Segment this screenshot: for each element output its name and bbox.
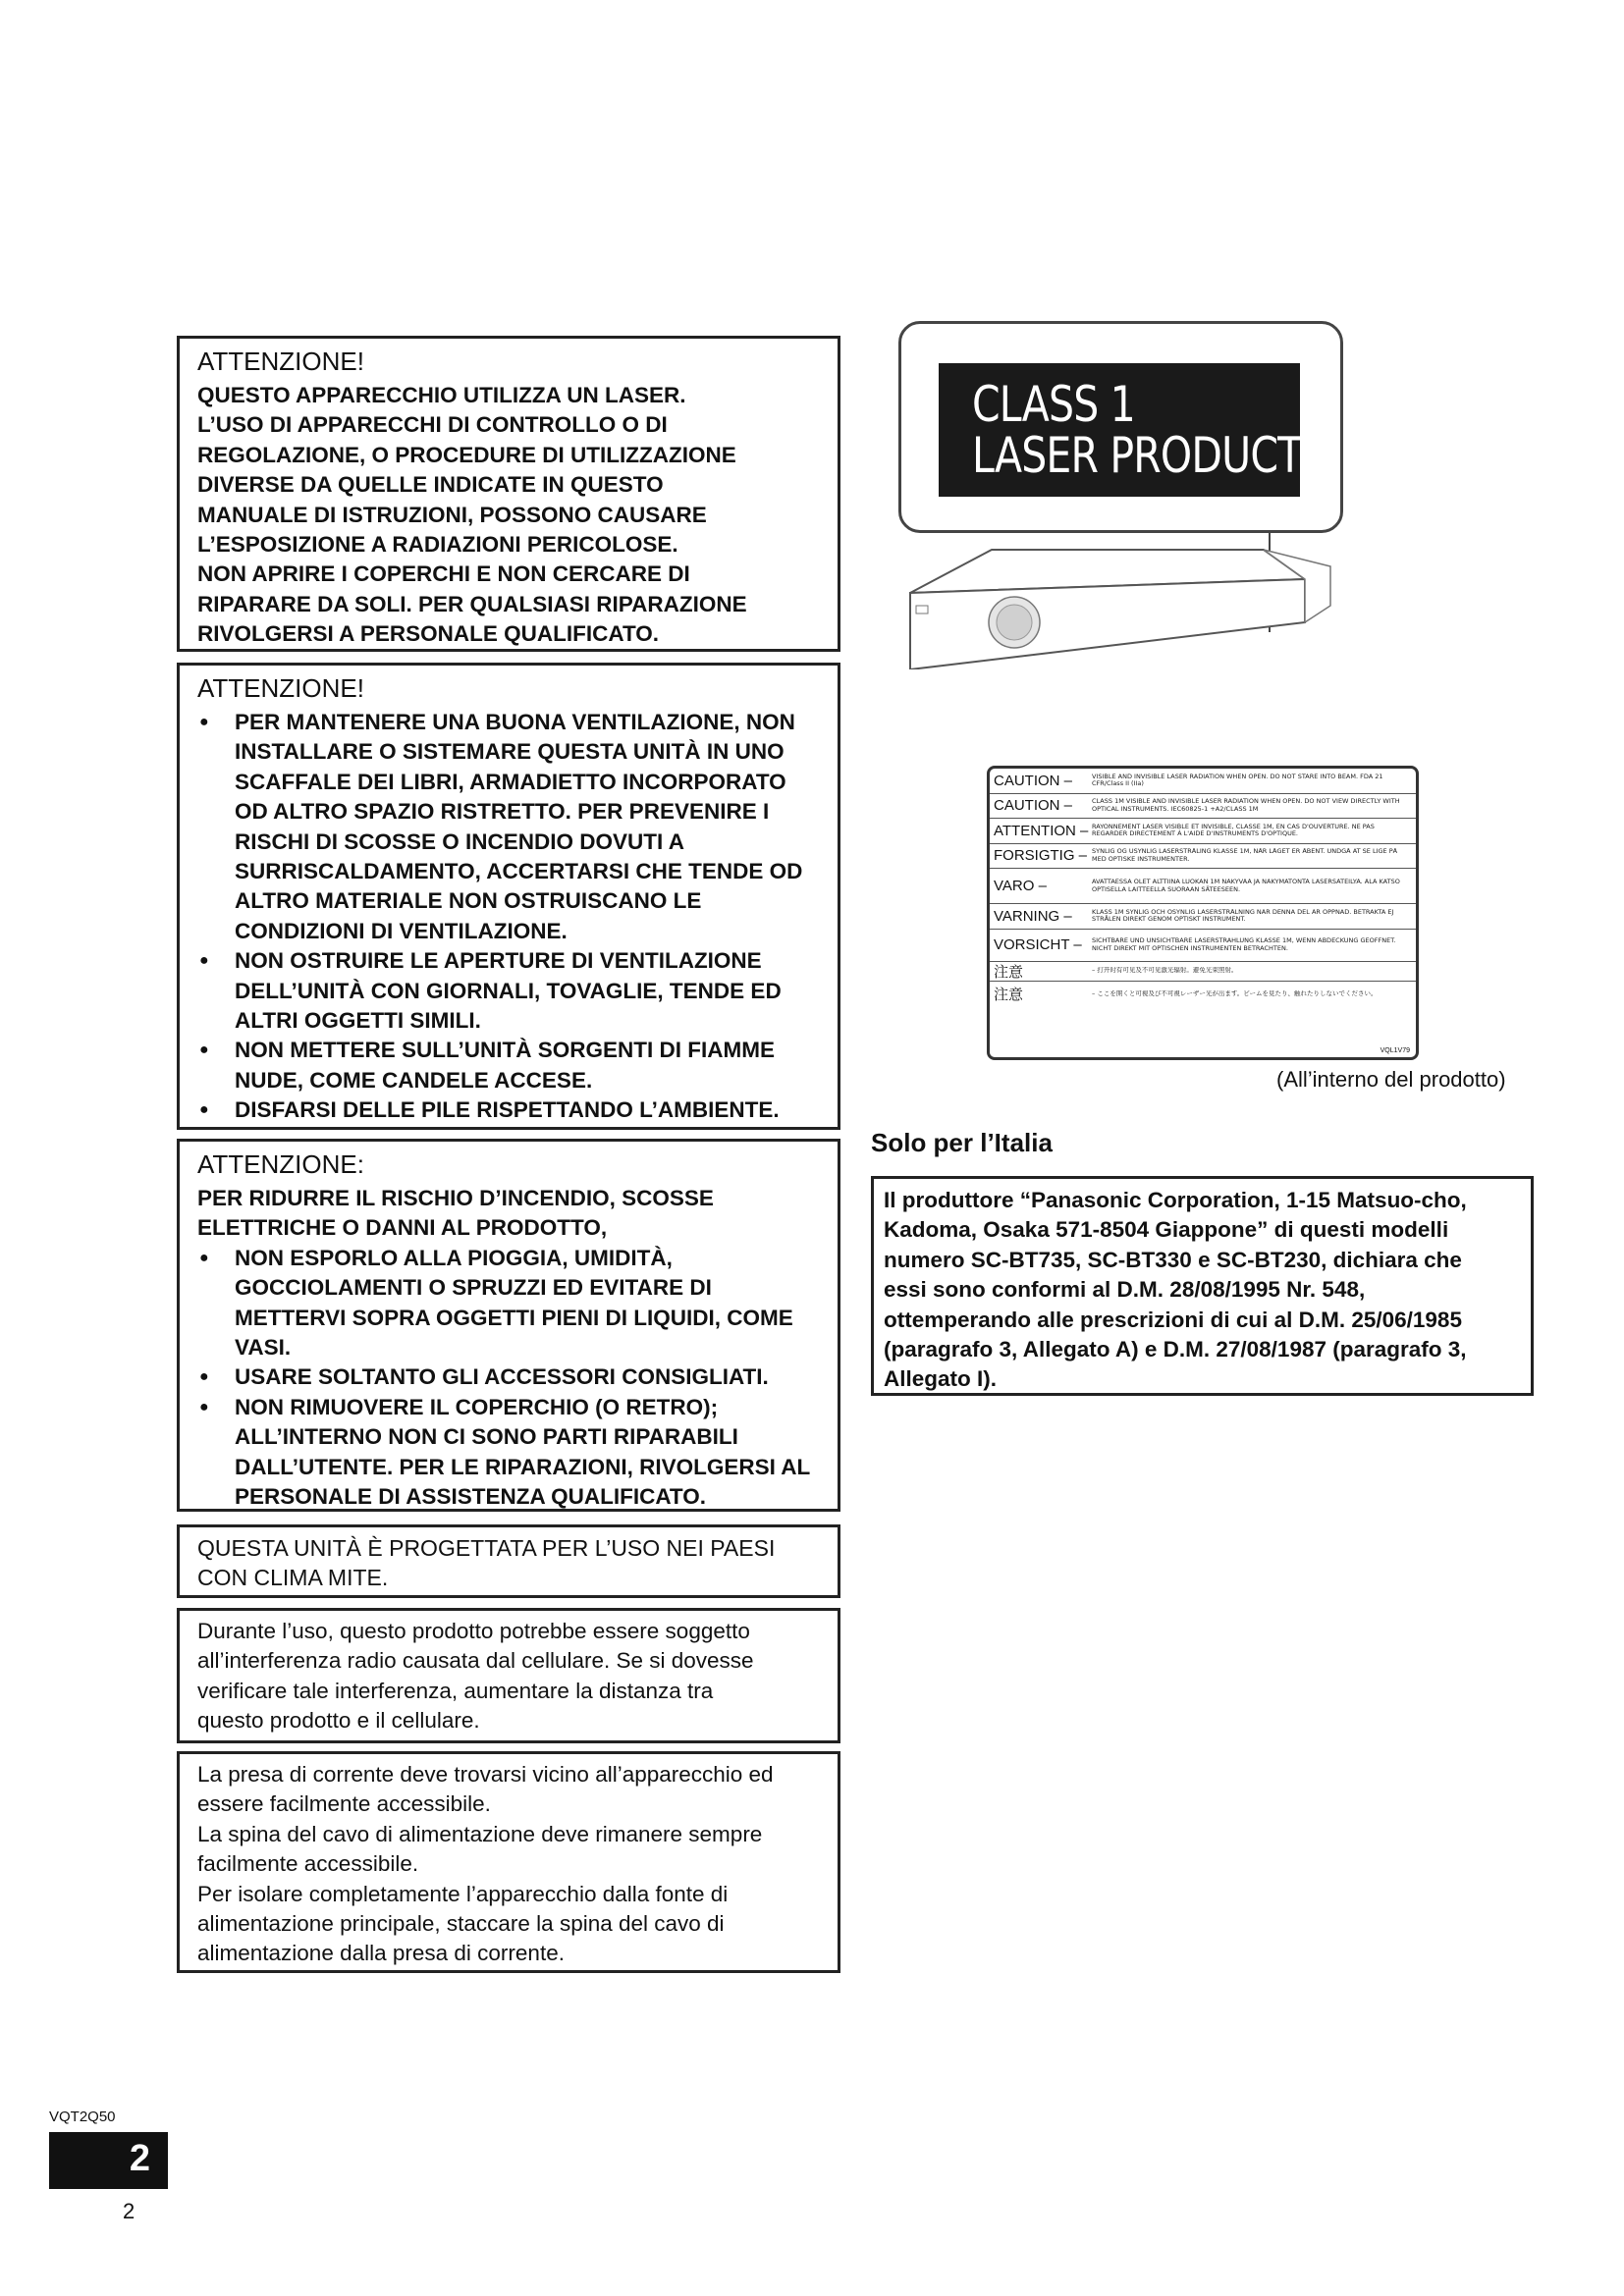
text-line: Durante l’uso, questo prodotto potrebbe essere soggetto (197, 1619, 750, 1643)
italy-declaration-box (871, 1176, 1534, 1396)
text-line: all’interferenza radio causata dal cellulare. Se si dovesse (197, 1648, 754, 1674)
warning-list (197, 1244, 824, 1513)
warning-key: VORSICHT – (994, 936, 1082, 953)
page-number-badge: 2 (49, 2132, 168, 2189)
warning-row (990, 962, 1416, 982)
page-number: 2 (123, 2199, 135, 2223)
laser-product-illustration (898, 316, 1350, 669)
text-line: numero SC-BT735, SC-BT330 e SC-BT230, dichiara che (884, 1247, 1462, 1272)
warning-row (990, 869, 1416, 904)
text-line: alimentazione dalla presa di corrente. (197, 1941, 565, 1966)
laser-label-line2: LASER PRODUCT (972, 427, 1302, 484)
list-item: ● PER MANTENERE UNA BUONA VENTILAZIONE, NON INSTALLARE O SISTEMARE QUESTA UNITÀ IN UNO SCAFFALE DEI LIBRI, ARMADIETTO INCORPORATO OD ALTRO SPAZIO RISTRETTO. PER PREVENIRE I RISCHI DI SCOSSE O INCENDIO DOVUTI A SURRISCALDAMENTO, ACCERTARSI CHE TENDE OD ALTRO MATERIALE NON OSTRUISCANO LE CONDIZIONI DI VENTILAZIONE. (197, 708, 824, 946)
list-item: ● NON METTERE SULL’UNITÀ SORGENTI DI FIAMME NUDE, COME CANDELE ACCESE. (197, 1036, 824, 1095)
text-line: QUESTO APPARECCHIO UTILIZZA UN LASER. (197, 383, 686, 407)
text-line: CON CLIMA MITE. (197, 1565, 389, 1591)
text-line: (paragrafo 3, Allegato A) e D.M. 27/08/1987 (paragrafo 3, (884, 1337, 1467, 1362)
text-line: L’ESPOSIZIONE A RADIAZIONI PERICOLOSE. (197, 532, 678, 558)
class1-laser-label-card (898, 321, 1343, 533)
text-line: DIVERSE DA QUELLE INDICATE IN QUESTO (197, 472, 664, 498)
warning-key: CAUTION – (994, 772, 1073, 789)
text-line: essere facilmente accessibile. (197, 1791, 491, 1817)
text-line: RIVOLGERSI A PERSONALE QUALIFICATO. (197, 621, 660, 647)
warning-row (990, 982, 1416, 1007)
warning-row (990, 904, 1416, 930)
warning-list (197, 708, 824, 1126)
fire-shock-warning-box (177, 1139, 840, 1512)
warning-row (990, 819, 1416, 844)
document-code: VQT2Q50 (49, 2109, 116, 2125)
warning-text: SICHTBARE UND UNSICHTBARE LASERSTRAHLUNG KLASSE 1M, WENN ABDECKUNG GEÖFFNET. NICHT DIREKT MIT OPTISCHEN INSTRUMENTEN BETRACHTEN. (1092, 937, 1396, 952)
text-line: verificare tale interferenza, aumentare la distanza tra (197, 1678, 714, 1703)
warning-key: 注意 (994, 986, 1024, 1003)
text-line: essi sono conformi al D.M. 28/08/1995 Nr. 548, (884, 1277, 1366, 1303)
warning-key: 注意 (994, 963, 1024, 981)
text-line: questo prodotto e il cellulare. (197, 1708, 480, 1734)
text-line: ELETTRICHE O DANNI AL PRODOTTO, (197, 1215, 608, 1241)
list-item: ● NON ESPORLO ALLA PIOGGIA, UMIDITÀ, GOCCIOLAMENTI O SPRUZZI ED EVITARE DI METTERVI SOPRA OGGETTI PIENI DI LIQUIDI, COME VASI. (197, 1244, 824, 1363)
warning-row (990, 769, 1416, 794)
warning-row (990, 844, 1416, 870)
text-line: Il produttore “Panasonic Corporation, 1-15 Matsuo-cho, (884, 1188, 1467, 1212)
list-item: ● USARE SOLTANTO GLI ACCESSORI CONSIGLIATI. (197, 1362, 824, 1392)
warning-text: CLASS 1M VISIBLE AND INVISIBLE LASER RADIATION WHEN OPEN. DO NOT VIEW DIRECTLY WITH OPTICAL INSTRUMENTS. IEC60825-1 +A2/CLASS 1M (1092, 798, 1400, 813)
warning-text: VISIBLE AND INVISIBLE LASER RADIATION WHEN OPEN. DO NOT STARE INTO BEAM. FDA 21 CFR/Class II (IIa) (1092, 773, 1383, 788)
text-line: RIPARARE DA SOLI. PER QUALSIASI RIPARAZIONE (197, 591, 747, 616)
warning-text: SYNLIG OG USYNLIG LASERSTRÅLING KLASSE 1M, NÅR LÅGET ER ÅBENT. UNDGÅ AT SE LIGE PÅ MED OPTISKE INSTRUMENTER. (1092, 848, 1398, 863)
text-line: QUESTA UNITÀ È PROGETTATA PER L’USO NEI PAESI (197, 1535, 776, 1561)
text-line: facilmente accessibile. (197, 1851, 419, 1877)
warning-text: KLASS 1M SYNLIG OCH OSYNLIG LASERSTRÅLNING NÄR DENNA DEL ÄR ÖPPNAD. BETRAKTA EJ STRÅLEN DIREKT GENOM OPTISKT INSTRUMENT. (1092, 908, 1394, 924)
text-line: La spina del cavo di alimentazione deve rimanere sempre (197, 1821, 763, 1846)
laser-warning-box (177, 336, 840, 652)
italy-section-title: Solo per l’Italia (871, 1128, 1053, 1157)
climate-notice-box (177, 1524, 840, 1598)
mobile-interference-box (177, 1608, 840, 1743)
power-outlet-box (177, 1751, 840, 1973)
label-caption: (All’interno del prodotto) (1276, 1067, 1506, 1092)
class1-laser-label (939, 363, 1300, 497)
warning-key: VARNING – (994, 907, 1072, 925)
laser-label-line1: CLASS 1 (972, 376, 1135, 433)
text-line: Per isolare completamente l’apparecchio dalla fonte di (197, 1881, 729, 1906)
text-line: La presa di corrente deve trovarsi vicino all’apparecchio ed (197, 1762, 774, 1787)
warning-key: CAUTION – (994, 797, 1073, 815)
box-title: ATTENZIONE: (197, 1149, 364, 1179)
label-code: VQL1V79 (1380, 1047, 1410, 1054)
warning-row (990, 930, 1416, 962)
text-line: ottemperando alle prescrizioni di cui al D.M. 25/06/1985 (884, 1307, 1462, 1332)
box-title: ATTENZIONE! (197, 347, 364, 376)
text-line: REGOLAZIONE, O PROCEDURE DI UTILIZZAZIONE (197, 442, 736, 467)
warning-key: VARO – (994, 878, 1047, 894)
text-line: MANUALE DI ISTRUZIONI, POSSONO CAUSARE (197, 502, 707, 527)
text-line: NON APRIRE I COPERCHI E NON CERCARE DI (197, 561, 690, 587)
warning-key: FORSIGTIG – (994, 847, 1088, 865)
laser-caution-label (987, 766, 1419, 1060)
list-item: ● NON OSTRUIRE LE APERTURE DI VENTILAZIONE DELL’UNITÀ CON GIORNALI, TOVAGLIE, TENDE ED ALTRI OGGETTI SIMILI. (197, 946, 824, 1036)
ventilation-warning-box (177, 663, 840, 1130)
list-item: ● NON RIMUOVERE IL COPERCHIO (O RETRO); ALL’INTERNO NON CI SONO PARTI RIPARABILI DALL’UTENTE. PER LE RIPARAZIONI, RIVOLGERSI AL PERSONALE DI ASSISTENZA QUALIFICATO. (197, 1393, 824, 1513)
warning-text: – ここを開くと可視及び不可視レーザー光が出ます。ビームを見たり、触れたりしないでください。 (1092, 989, 1378, 997)
text-line: alimentazione principale, staccare la spina del cavo di (197, 1911, 725, 1937)
text-line: Allegato I). (884, 1366, 998, 1392)
text-line: L’USO DI APPARECCHI DI CONTROLLO O DI (197, 412, 668, 438)
list-item: ● DISFARSI DELLE PILE RISPETTANDO L’AMBIENTE. (197, 1095, 824, 1125)
warning-text: AVATTAESSA OLET ALTTIINA LUOKAN 1M NÄKYVÄÄ JA NÄKYMÄTÖNTÄ LASERSÄTEILYÄ. ÄLÄ KATSO OPTISELLA LAITTEELLA SUORAAN SÄTEESEEN. (1092, 879, 1400, 893)
warning-text: RAYONNEMENT LASER VISIBLE ET INVISIBLE, CLASSE 1M, EN CAS D'OUVERTURE. NE PAS REGARDER DIRECTEMENT À L'AIDE D'INSTRUMENTS D'OPTIQUE. (1092, 823, 1375, 838)
warning-row (990, 794, 1416, 820)
warning-key: ATTENTION – (994, 822, 1089, 839)
box-title: ATTENZIONE! (197, 673, 364, 703)
warning-text: – 打开时有可见及不可见激光辐射。避免光束照射。 (1092, 967, 1238, 975)
text-line: Kadoma, Osaka 571-8504 Giappone” di questi modelli (884, 1217, 1449, 1243)
text-line: PER RIDURRE IL RISCHIO D’INCENDIO, SCOSSE (197, 1186, 714, 1210)
